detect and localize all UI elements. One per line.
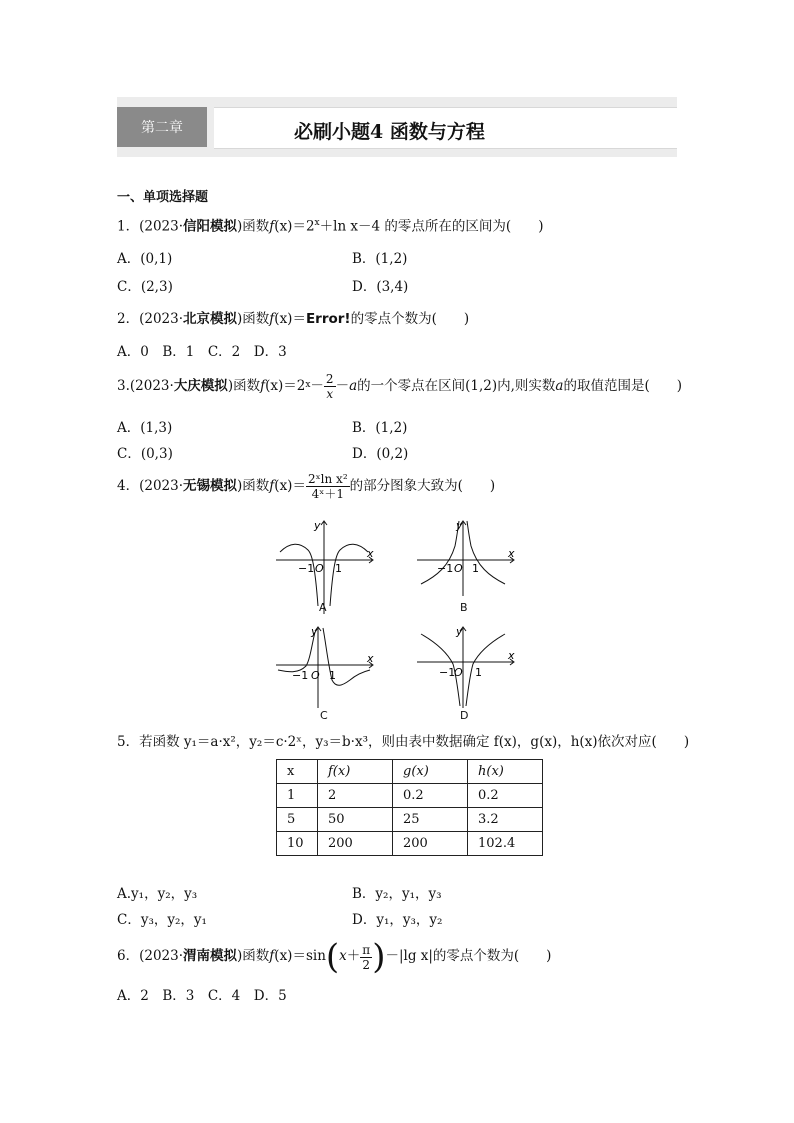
q6-lparen: ( [325, 937, 340, 977]
q4-fx-arg: (x) [274, 477, 293, 494]
graph-a-y-label: y [314, 519, 321, 532]
table-row [277, 808, 543, 832]
q1-number: 1． [117, 218, 140, 235]
q4-frac-num: 2ˣln x² [307, 472, 348, 486]
q4-tail: 的部分图象大致为( ) [349, 477, 496, 494]
graph-c-x-label: x [367, 652, 374, 665]
q3-eq: ＝2 [283, 377, 306, 394]
q4-source-open: (2023· [139, 477, 184, 494]
q5-option-d: D．y₁，y₃，y₂ [352, 912, 443, 928]
q1-option-a: A．(0,1) [117, 251, 173, 267]
q2-tail: 的零点个数为( ) [350, 311, 470, 327]
q3-fx-arg: (x) [265, 377, 284, 394]
question-2 [117, 313, 469, 327]
q6-rparen: ) [372, 937, 386, 977]
q2-fx: f [269, 311, 275, 327]
q3-source-open: (2023· [129, 377, 174, 394]
q3-fraction [324, 373, 336, 400]
q3-frac-den: x [326, 387, 334, 401]
graph-b-neg-one: −1 [437, 562, 454, 575]
q6-eq: ＝sin [292, 948, 326, 965]
chapter-tab [117, 107, 207, 147]
q1-option-d: D．(3,4) [352, 279, 409, 295]
q3-fx: f [260, 377, 266, 394]
table-cell: 5 [277, 808, 318, 832]
graph-d-y-label: y [456, 625, 463, 638]
table-header-cell: h(x) [468, 760, 543, 784]
graph-c-curve-left [278, 632, 315, 672]
q5-text: 若函数 y₁＝a·x²，y₂＝c·2ˣ，y₃＝b·x³，则由表中数据确定 f(x)，g(x)，h(x)依次对应( ) [139, 734, 690, 750]
table-cell: 0.2 [468, 784, 543, 808]
graph-d-neg-one: −1 [439, 666, 456, 679]
q5-option-a: A.y₁，y₂，y₃ [117, 886, 198, 902]
q5-option-b: B．y₂，y₁，y₃ [352, 886, 442, 902]
q3-option-b: B．(1,2) [352, 420, 408, 436]
q4-frac-den: 4ˣ＋1 [311, 487, 344, 501]
graph-d-x-label: x [508, 649, 515, 662]
graph-d-letter: D [460, 709, 469, 722]
graph-a-letter: A [319, 601, 327, 614]
graph-c-neg-one: −1 [292, 669, 309, 682]
q1-source-open: (2023· [139, 218, 184, 235]
q6-frac-num: π [362, 942, 371, 957]
q6-options: A．2 B．3 C．4 D．5 [117, 988, 287, 1004]
data-table [276, 759, 543, 856]
table-cell: 10 [277, 832, 318, 856]
q3-option-d: D．(0,2) [352, 446, 409, 462]
page-title: 必刷小题4 函数与方程 [294, 121, 485, 143]
table-cell: 2 [318, 784, 393, 808]
q3-tail-pre: － [335, 377, 350, 394]
q3-option-a: A．(1,3) [117, 420, 173, 436]
q1-expr2: ＋ln x－4 的零点所在的区间为( ) [319, 218, 544, 235]
q6-fx-arg: (x) [274, 948, 293, 965]
question-4 [117, 473, 495, 500]
q4-source-name: 无锡模拟 [183, 477, 238, 494]
q1-fx: f [269, 218, 275, 235]
table-cell: 3.2 [468, 808, 543, 832]
graph-b-y-label: y [456, 519, 463, 532]
q6-tail: －|lg x|的零点个数为( ) [385, 948, 552, 965]
question-5 [117, 736, 689, 750]
q6-plus: ＋ [346, 948, 361, 965]
graph-c-y-label: y [311, 625, 318, 638]
table-cell: 25 [393, 808, 468, 832]
q4-number: 4． [117, 477, 140, 494]
q3-tail2: 的取值范围是( ) [563, 377, 683, 394]
chapter-label: 第二章 [141, 120, 183, 136]
q3-body-pre: )函数 [227, 377, 261, 394]
table-cell: 50 [318, 808, 393, 832]
q5-option-c: C．y₃，y₂，y₁ [117, 912, 207, 928]
question-6 [117, 937, 552, 977]
graph-b-x-label: x [508, 547, 515, 560]
q4-fraction [306, 473, 350, 500]
graph-a-one: 1 [335, 562, 342, 575]
question-3 [117, 373, 682, 400]
graph-d-one: 1 [475, 666, 482, 679]
q6-fraction [360, 944, 372, 971]
table-cell: 200 [318, 832, 393, 856]
q3-option-c: C．(0,3) [117, 446, 173, 462]
table-header-cell: g(x) [393, 760, 468, 784]
q1-option-b: B．(1,2) [352, 251, 408, 267]
q6-fx: f [269, 948, 275, 965]
q1-option-c: C．(2,3) [117, 279, 173, 295]
q2-number: 2． [117, 311, 140, 327]
q1-source-name: 信阳模拟 [183, 218, 238, 235]
q6-body-pre: )函数 [237, 948, 270, 965]
table-row [277, 832, 543, 856]
table-row [277, 784, 543, 808]
graph-a-curve-right [330, 544, 368, 606]
table-header-cell: x [277, 760, 318, 784]
graph-c-origin: O [311, 669, 320, 682]
section-title: 一、单项选择题 [117, 190, 209, 205]
graph-c-one: 1 [329, 669, 336, 682]
q4-fx: f [269, 477, 275, 494]
q2-fx-arg: (x) [274, 311, 293, 327]
table-cell: 0.2 [393, 784, 468, 808]
q3-number: 3. [117, 377, 130, 394]
table-cell: 102.4 [468, 832, 543, 856]
q2-options: A．0 B．1 C．2 D．3 [117, 344, 287, 360]
question-1 [117, 219, 543, 234]
q6-frac-den: 2 [362, 957, 371, 972]
table-header-cell: f(x) [318, 760, 393, 784]
table-cell: 200 [393, 832, 468, 856]
q2-source-name: 北京模拟 [183, 311, 238, 327]
q3-frac-num: 2 [325, 372, 334, 386]
q3-a2: a [555, 377, 564, 394]
q3-sup: x [305, 380, 311, 390]
graph-b-one: 1 [472, 562, 479, 575]
q2-source-open: (2023· [139, 311, 184, 327]
graph-a-neg-one: −1 [298, 562, 315, 575]
q2-body-pre: )函数 [237, 311, 270, 327]
q1-fx-arg: (x) [274, 218, 293, 235]
graph-b-origin: O [454, 562, 463, 575]
graph-a-x-label: x [367, 547, 374, 560]
graph-b-letter: B [460, 601, 468, 614]
q4-eq: ＝ [292, 477, 306, 494]
graph-d-origin: O [454, 666, 463, 679]
q3-a: a [349, 377, 358, 394]
graph-c [272, 624, 376, 714]
q6-source-open: (2023· [139, 948, 184, 965]
q3-tail: 的一个零点在区间(1,2)内,则实数 [357, 377, 556, 394]
q3-minus: － [310, 377, 324, 394]
graph-a-origin: O [315, 562, 324, 575]
graph-d-curve-right [466, 634, 505, 706]
table-header-row [277, 760, 543, 784]
q6-source-name: 渭南模拟 [183, 948, 238, 965]
q5-number: 5． [117, 734, 140, 750]
q1-sup: x [314, 218, 320, 228]
graph-d [413, 624, 517, 714]
q6-number: 6． [117, 948, 140, 965]
q3-source-name: 大庆模拟 [173, 377, 228, 394]
q4-body-pre: )函数 [237, 477, 270, 494]
graph-c-letter: C [320, 709, 328, 722]
q6-x: x [339, 948, 347, 965]
q2-eq: ＝ [292, 311, 306, 327]
q2-error-text: Error! [305, 311, 351, 327]
q1-expr: ＝2 [292, 218, 315, 235]
q1-body-pre: )函数 [237, 218, 270, 235]
table-cell: 1 [277, 784, 318, 808]
graph-a-curve-left [280, 544, 318, 606]
